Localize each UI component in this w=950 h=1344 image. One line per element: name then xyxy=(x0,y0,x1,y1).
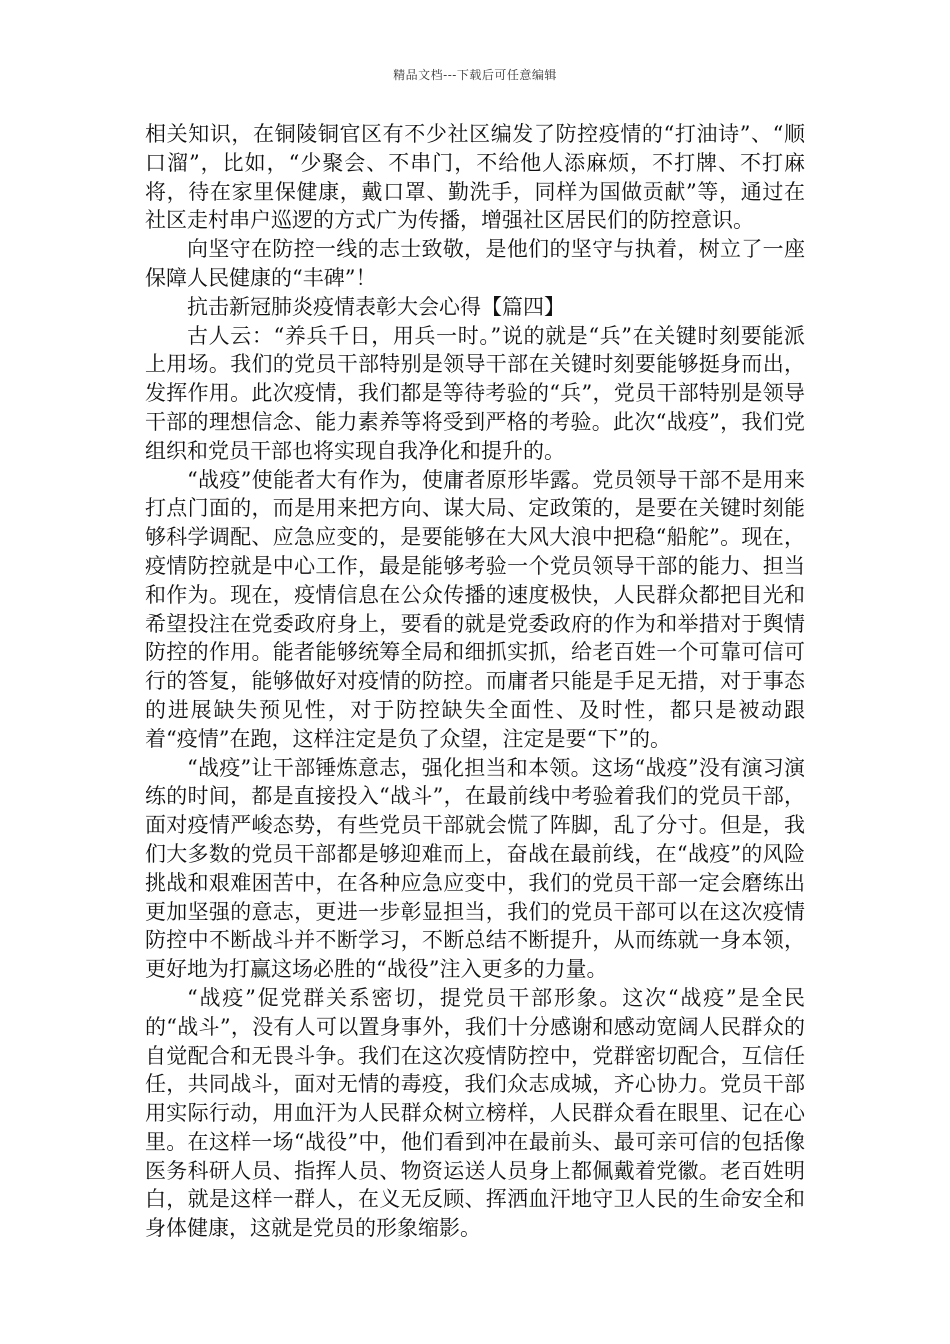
document-body xyxy=(145,120,805,1243)
paragraph: 向坚守在防控一线的志士致敬，是他们的坚守与执着，树立了一座保障人民健康的“丰碑”！ xyxy=(145,237,805,290)
paragraph: “战疫”让干部锤炼意志，强化担当和本领。这场“战疫”没有演习演练的时间，都是直接投入“战斗”，在最前线中考验着我们的党员干部，面对疫情严峻态势，有些党员干部就会慌了阵脚，乱了分寸。但是，我们大多数的党员干部都是够迎难而上，奋战在最前线，在“战疫”的风险挑战和艰难困苦中，在各种应急应变中，我们的党员干部一定会磨练出更加坚强的意志，更进一步彰显担当，我们的党员干部可以在这次疫情防控中不断战斗并不断学习，不断总结不断提升，从而练就一身本领，更好地为打赢这场必胜的“战役”注入更多的力量。 xyxy=(145,755,805,982)
paragraph: “战疫”使能者大有作为，使庸者原形毕露。党员领导干部不是用来打点门面的，而是用来把方向、谋大局、定政策的，是要在关键时刻能够科学调配、应急应变的，是要能够在大风大浪中把稳“船舵”。现在，疫情防控就是中心工作，最是能够考验一个党员领导干部的能力、担当和作为。现在，疫情信息在公众传播的速度极快，人民群众都把目光和希望投注在党委政府身上，要看的就是党委政府的作为和举措对于舆情防控的作用。能者能够统筹全局和细抓实抓，给老百姓一个可靠可信可行的答复，能够做好对疫情的防控。而庸者只能是手足无措，对于事态的进展缺失预见性，对于防控缺失全面性、及时性，都只是被动跟着“疫情”在跑，这样注定是负了众望，注定是要“下”的。 xyxy=(145,467,805,751)
page-header: 精品文档---下载后可任意编辑 xyxy=(393,68,557,82)
paragraph: 古人云：“养兵千日，用兵一时。”说的就是“兵”在关键时刻要能派上用场。我们的党员干部特别是领导干部在关键时刻要能够挺身而出，发挥作用。此次疫情，我们都是等待考验的“兵”，党员干部特别是领导干部的理想信念、能力素养等将受到严格的考验。此次“战疫”，我们党组织和党员干部也将实现自我净化和提升的。 xyxy=(145,323,805,463)
paragraph: 相关知识，在铜陵铜官区有不少社区编发了防控疫情的“打油诗”、“顺口溜”，比如，“少聚会、不串门，不给他人添麻烦，不打牌、不打麻将，待在家里保健康，戴口罩、勤洗手，同样为国做贡献”等，通过在社区走村串户巡逻的方式广为传播，增强社区居民们的防控意识。 xyxy=(145,122,805,233)
paragraph: “战疫”促党群关系密切，提党员干部形象。这次“战疫”是全民的“战斗”，没有人可以置身事外，我们十分感谢和感动宽阔人民群众的自觉配合和无畏斗争。我们在这次疫情防控中，党群密切配合，互信任任，共同战斗，面对无情的毒疫，我们众志成城，齐心协力。党员干部用实际行动，用血汗为人民群众树立榜样，人民群众看在眼里、记在心里。在这样一场“战役”中，他们看到冲在最前头、最可亲可信的包括像医务科研人员、指挥人员、物资运送人员身上都佩戴着党徽。老百姓明白，就是这样一群人，在义无反顾、挥洒血汗地守卫人民的生命安全和身体健康，这就是党员的形象缩影。 xyxy=(145,985,805,1241)
section-heading: 抗击新冠肺炎疫情表彰大会心得【篇四】 xyxy=(187,294,565,319)
